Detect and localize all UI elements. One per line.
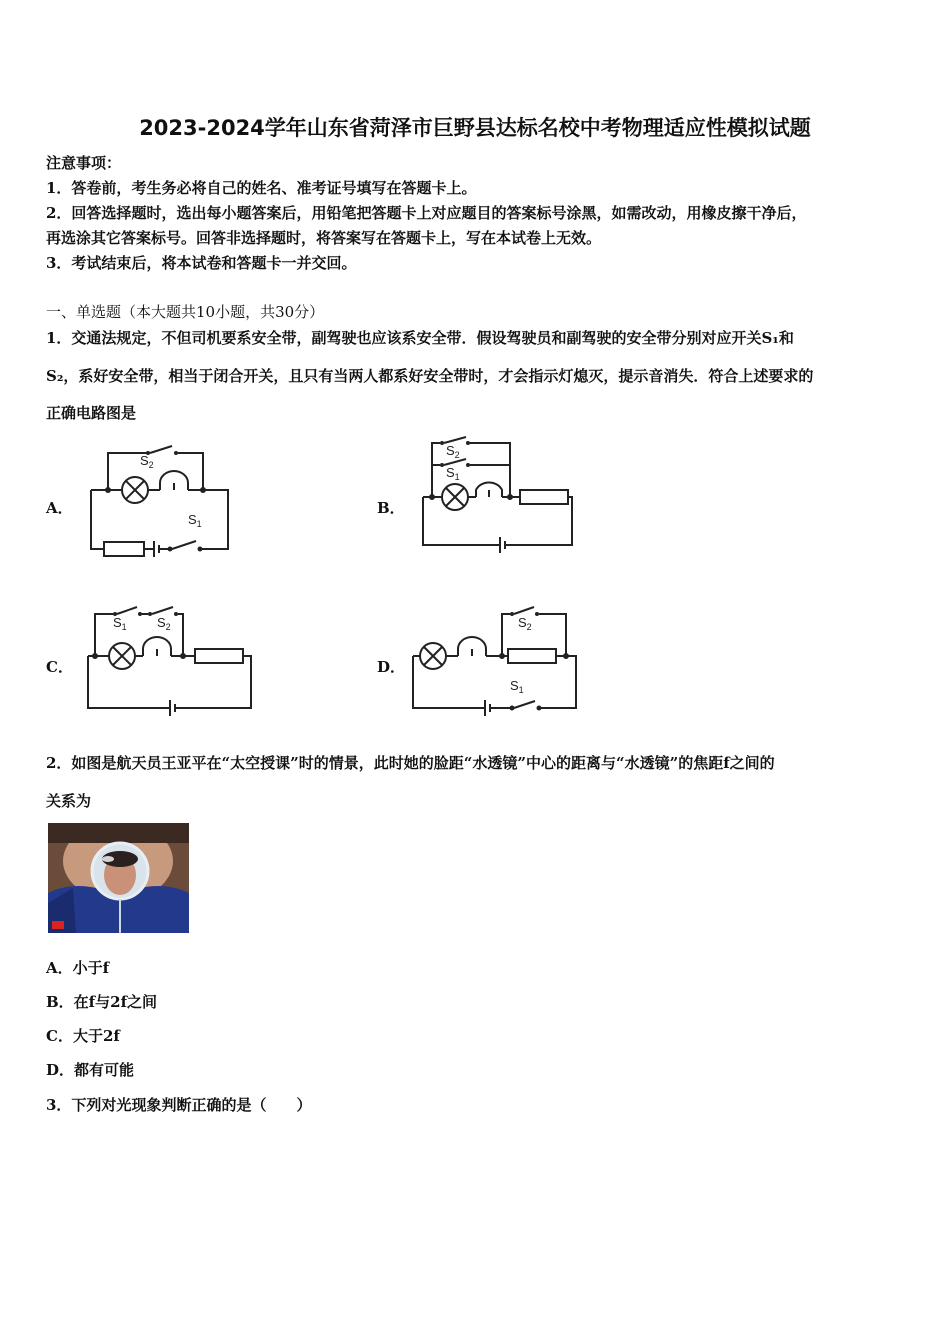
circuit-diagram-d: [410, 602, 580, 718]
q1-line-1: 1．交通法规定，不但司机要系安全带，副驾驶也应该系安全带．假设驾驶员和副驾驶的安全带分别对应开关S₁和: [46, 329, 794, 347]
circuit-diagram-b: [420, 437, 575, 549]
q2-option-a[interactable]: A．小于f: [46, 959, 110, 977]
exam-title: 2023-2024学年山东省菏泽市巨野县达标名校中考物理适应性模拟试题: [139, 116, 811, 140]
circuit-diagram-a: [88, 445, 233, 555]
notice-item-2b: 再选涂其它答案标号。回答非选择题时，将答案写在答题卡上，写在本试卷上无效。: [46, 229, 602, 247]
notice-item-3: 3．考试结束后，将本试卷和答题卡一并交回。: [46, 254, 357, 272]
label-s2: $S_2$: [518, 615, 532, 632]
q2-option-d[interactable]: D．都有可能: [46, 1061, 135, 1079]
notice-item-1: 1．答卷前，考生务必将自己的姓名、准考证号填写在答题卡上。: [46, 179, 477, 197]
q1-option-c-label[interactable]: C．: [46, 658, 73, 676]
label-s2: $S_2$: [140, 453, 154, 470]
q1-line-3: 正确电路图是: [46, 404, 137, 422]
q2-line-2: 关系为: [46, 792, 92, 810]
q2-line-1: 2．如图是航天员王亚平在“太空授课”时的情景，此时她的脸距“水透镜”中心的距离与“水透镜”的焦距f之间的: [46, 754, 775, 772]
label-s1: $S_1$: [188, 512, 202, 529]
label-s1: $S_1$: [446, 465, 460, 482]
q3-line-1: 3．下列对光现象判断正确的是（ ）: [46, 1096, 312, 1114]
photo-illustration: [48, 823, 189, 933]
q2-option-c[interactable]: C．大于2f: [46, 1027, 120, 1045]
q1-option-a-label[interactable]: A．: [46, 499, 73, 517]
astronaut-water-lens-photo: [48, 823, 189, 933]
q1-option-b-label[interactable]: B．: [377, 499, 405, 517]
section-heading: 一、单选题（本大题共10小题，共30分）: [46, 303, 325, 321]
notice-heading: 注意事项：: [46, 154, 122, 172]
circuit-diagram-c: [85, 602, 255, 714]
label-s2: $S_2$: [446, 443, 460, 460]
notice-item-2a: 2．回答选择题时，选出每小题答案后，用铅笔把答题卡上对应题目的答案标号涂黑，如需改动，用橡皮擦干净后，: [46, 204, 807, 222]
q2-option-b[interactable]: B．在f与2f之间: [46, 993, 158, 1011]
label-s1: $S_1$: [510, 678, 524, 695]
label-s2: $S_2$: [157, 615, 171, 632]
q1-line-2: S₂，系好安全带，相当于闭合开关，且只有当两人都系好安全带时，才会指示灯熄灭，提示音消失．符合上述要求的: [46, 367, 814, 385]
q1-option-d-label[interactable]: D．: [377, 658, 406, 676]
label-s1: $S_1$: [113, 615, 127, 632]
